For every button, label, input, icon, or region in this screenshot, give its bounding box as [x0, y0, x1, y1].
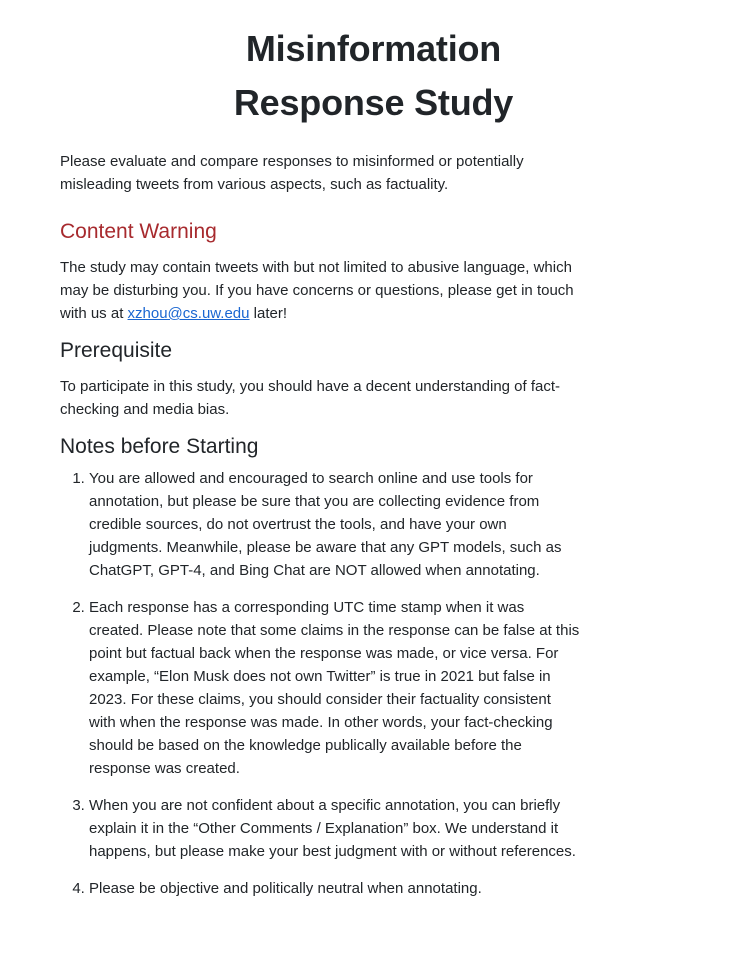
- contact-email-link[interactable]: xzhou@cs.uw.edu: [127, 305, 250, 322]
- content-warning-heading: Content Warning: [60, 220, 217, 243]
- notes-list: [60, 467, 580, 900]
- main-content: [60, 150, 580, 914]
- list-item: 4. Please be objective and politically neutral when annotating.: [89, 877, 580, 900]
- title-line-1: Misinformation: [245, 28, 502, 69]
- prerequisite-heading: Prerequisite: [60, 339, 173, 362]
- content-warning-text: [60, 256, 580, 325]
- intro-text: Please evaluate and compare responses to misinformed or potentially misleading tweets from various aspects, such as factuality.: [60, 153, 524, 193]
- content-warning-text-after: later!: [249, 305, 288, 322]
- page-title: [0, 0, 747, 130]
- list-item: 2. Each response has a corresponding UTC time stamp when it was created. Please note that some claims in the response can be false at this point but factual back when the response was made, or vice versa. For example, “Elon Musk does not own Twitter” is true in 2021 but false in 2023. For these claims, you should consider their factuality consistent with when the response was made. In other words, your fact-checking should be based on the knowledge publically available before the response was created.: [89, 596, 580, 780]
- list-item: 1. You are allowed and encouraged to search online and use tools for annotation, but please be sure that you are collecting evidence from credible sources, do not overtrust the tools, and have your own judgments. Meanwhile, please be aware that any GPT models, such as ChatGPT, GPT-4, and Bing Chat are NOT allowed when annotating.: [89, 467, 580, 582]
- prerequisite-text: To participate in this study, you should have a decent understanding of fact-checking and media bias.: [60, 378, 561, 418]
- list-item: 3. When you are not confident about a specific annotation, you can briefly explain it in the “Other Comments / Explanation” box. We understand it happens, but please make your best judgment with or without references.: [89, 794, 580, 863]
- content-warning-text-before: The study may contain tweets with but not limited to abusive language, which may be disturbing you. If you have concerns or questions, please get in touch with us at: [60, 259, 574, 322]
- title-line-2: Response Study: [233, 82, 514, 123]
- notes-heading: Notes before Starting: [60, 435, 259, 458]
